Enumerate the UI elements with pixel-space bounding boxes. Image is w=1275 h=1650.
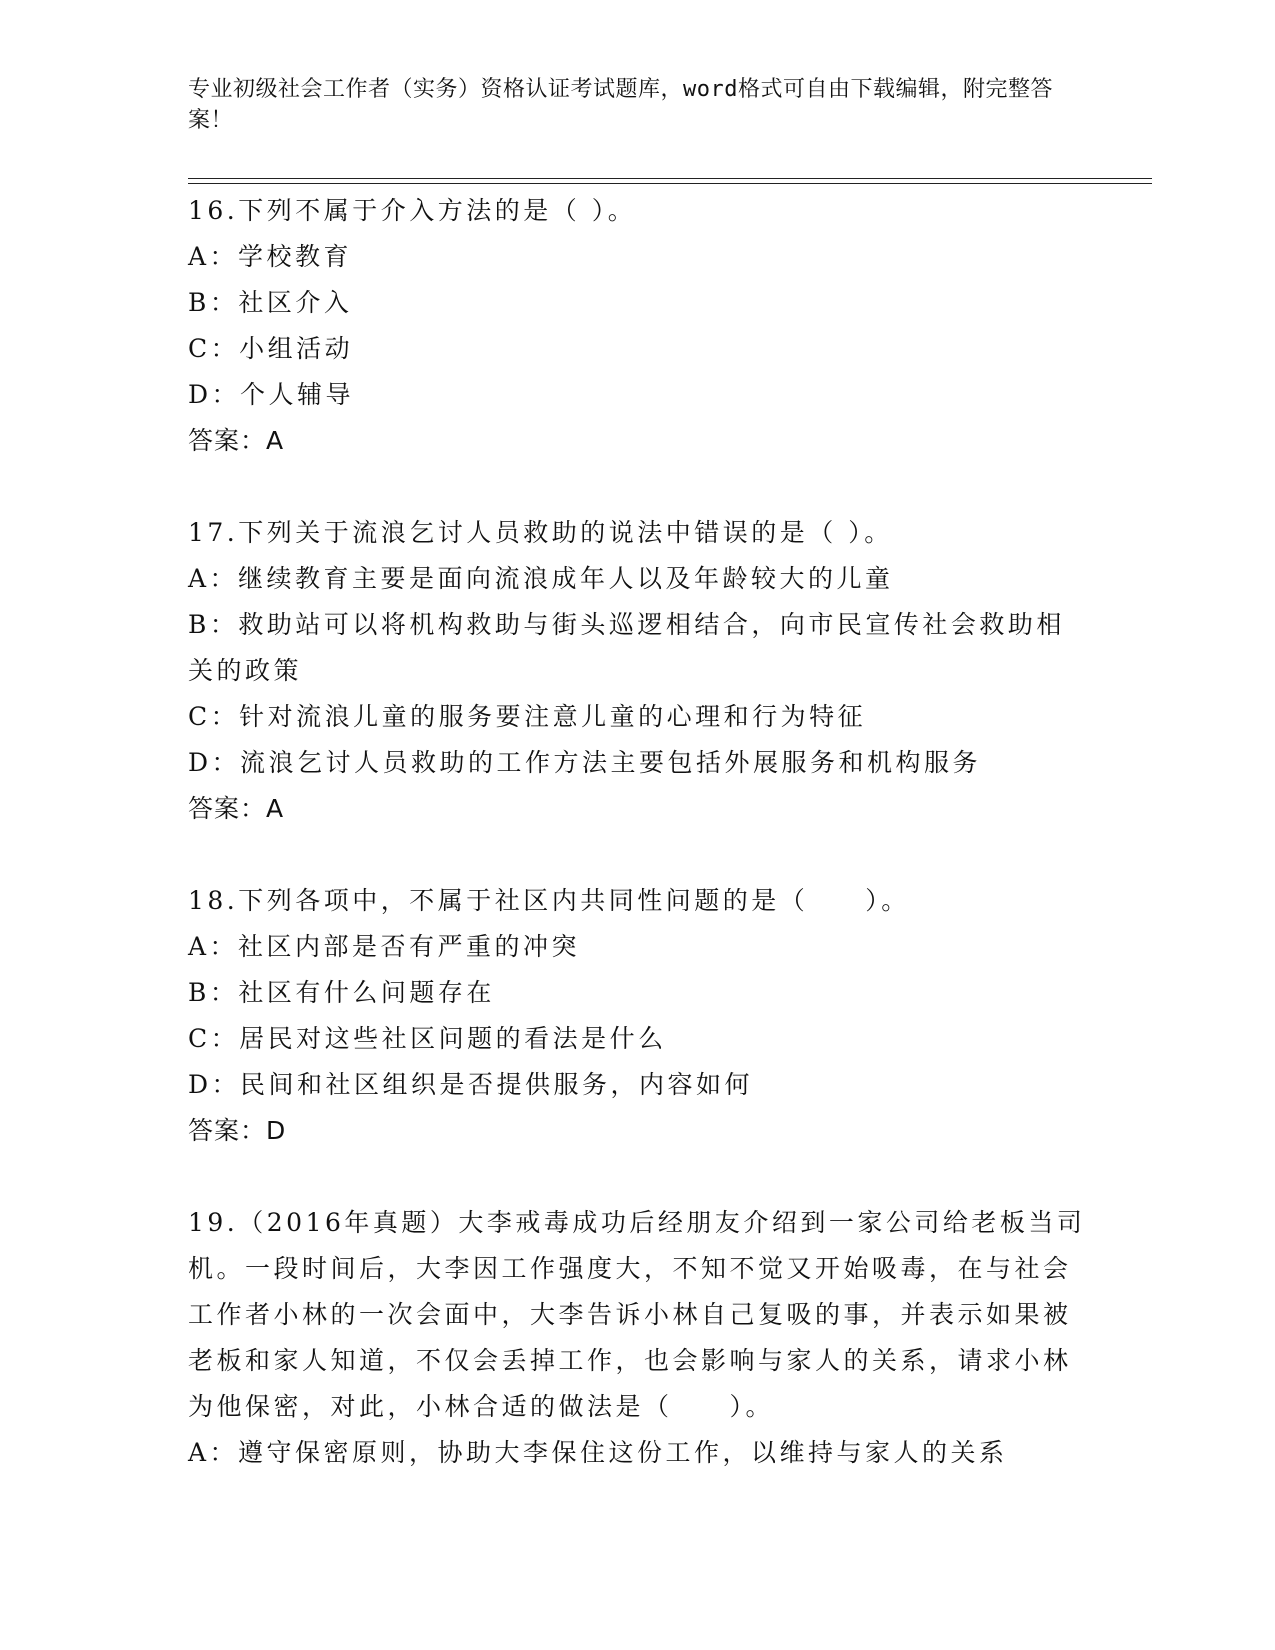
option-c: C：小组活动 [188, 334, 354, 363]
question-16 [188, 188, 1088, 464]
question-stem: 17.下列关于流浪乞讨人员救助的说法中错误的是（ ）。 [188, 518, 893, 547]
question-stem: 19.（2016年真题）大李戒毒成功后经朋友介绍到一家公司给老板当司机。一段时间后，大李因工作强度大，不知不觉又开始吸毒，在与社会工作者小林的一次会面中，大李告诉小林自己复吸的事，并表示如果被老板和家人知道，不仅会丢掉工作，也会影响与家人的关系，请求小林为他保密，对此，小林合适的做法是（ ）。 [188, 1208, 1086, 1421]
question-list [188, 188, 1088, 1522]
option-d: D：民间和社区组织是否提供服务，内容如何 [188, 1070, 754, 1099]
answer-line: 答案：A [188, 794, 285, 823]
option-a: A：学校教育 [188, 242, 353, 271]
option-a: A：继续教育主要是面向流浪成年人以及年龄较大的儿童 [188, 564, 894, 593]
question-stem: 16.下列不属于介入方法的是（ ）。 [188, 196, 637, 225]
option-c: C：居民对这些社区问题的看法是什么 [188, 1024, 667, 1053]
option-a: A：社区内部是否有严重的冲突 [188, 932, 581, 961]
answer-line: 答案：A [188, 426, 285, 455]
option-a: A：遵守保密原则，协助大李保住这份工作，以维持与家人的关系 [188, 1438, 1008, 1467]
question-18 [188, 878, 1088, 1154]
header-rule-top [188, 178, 1152, 179]
option-d: D：个人辅导 [188, 380, 355, 409]
answer-line: 答案：D [188, 1116, 287, 1145]
option-b: B：社区有什么问题存在 [188, 978, 495, 1007]
question-17 [188, 510, 1088, 832]
question-stem: 18.下列各项中，不属于社区内共同性问题的是（ ）。 [188, 886, 910, 915]
document-header: 专业初级社会工作者（实务）资格认证考试题库，word格式可自由下载编辑，附完整答案！ [188, 77, 1053, 133]
option-b: B：救助站可以将机构救助与街头巡逻相结合，向市民宣传社会救助相关的政策 [188, 610, 1065, 685]
question-19 [188, 1200, 1088, 1476]
option-b: B：社区介入 [188, 288, 353, 317]
option-c: C：针对流浪儿童的服务要注意儿童的心理和行为特征 [188, 702, 867, 731]
option-d: D：流浪乞讨人员救助的工作方法主要包括外展服务和机构服务 [188, 748, 982, 777]
header-rule-bottom [188, 183, 1152, 184]
